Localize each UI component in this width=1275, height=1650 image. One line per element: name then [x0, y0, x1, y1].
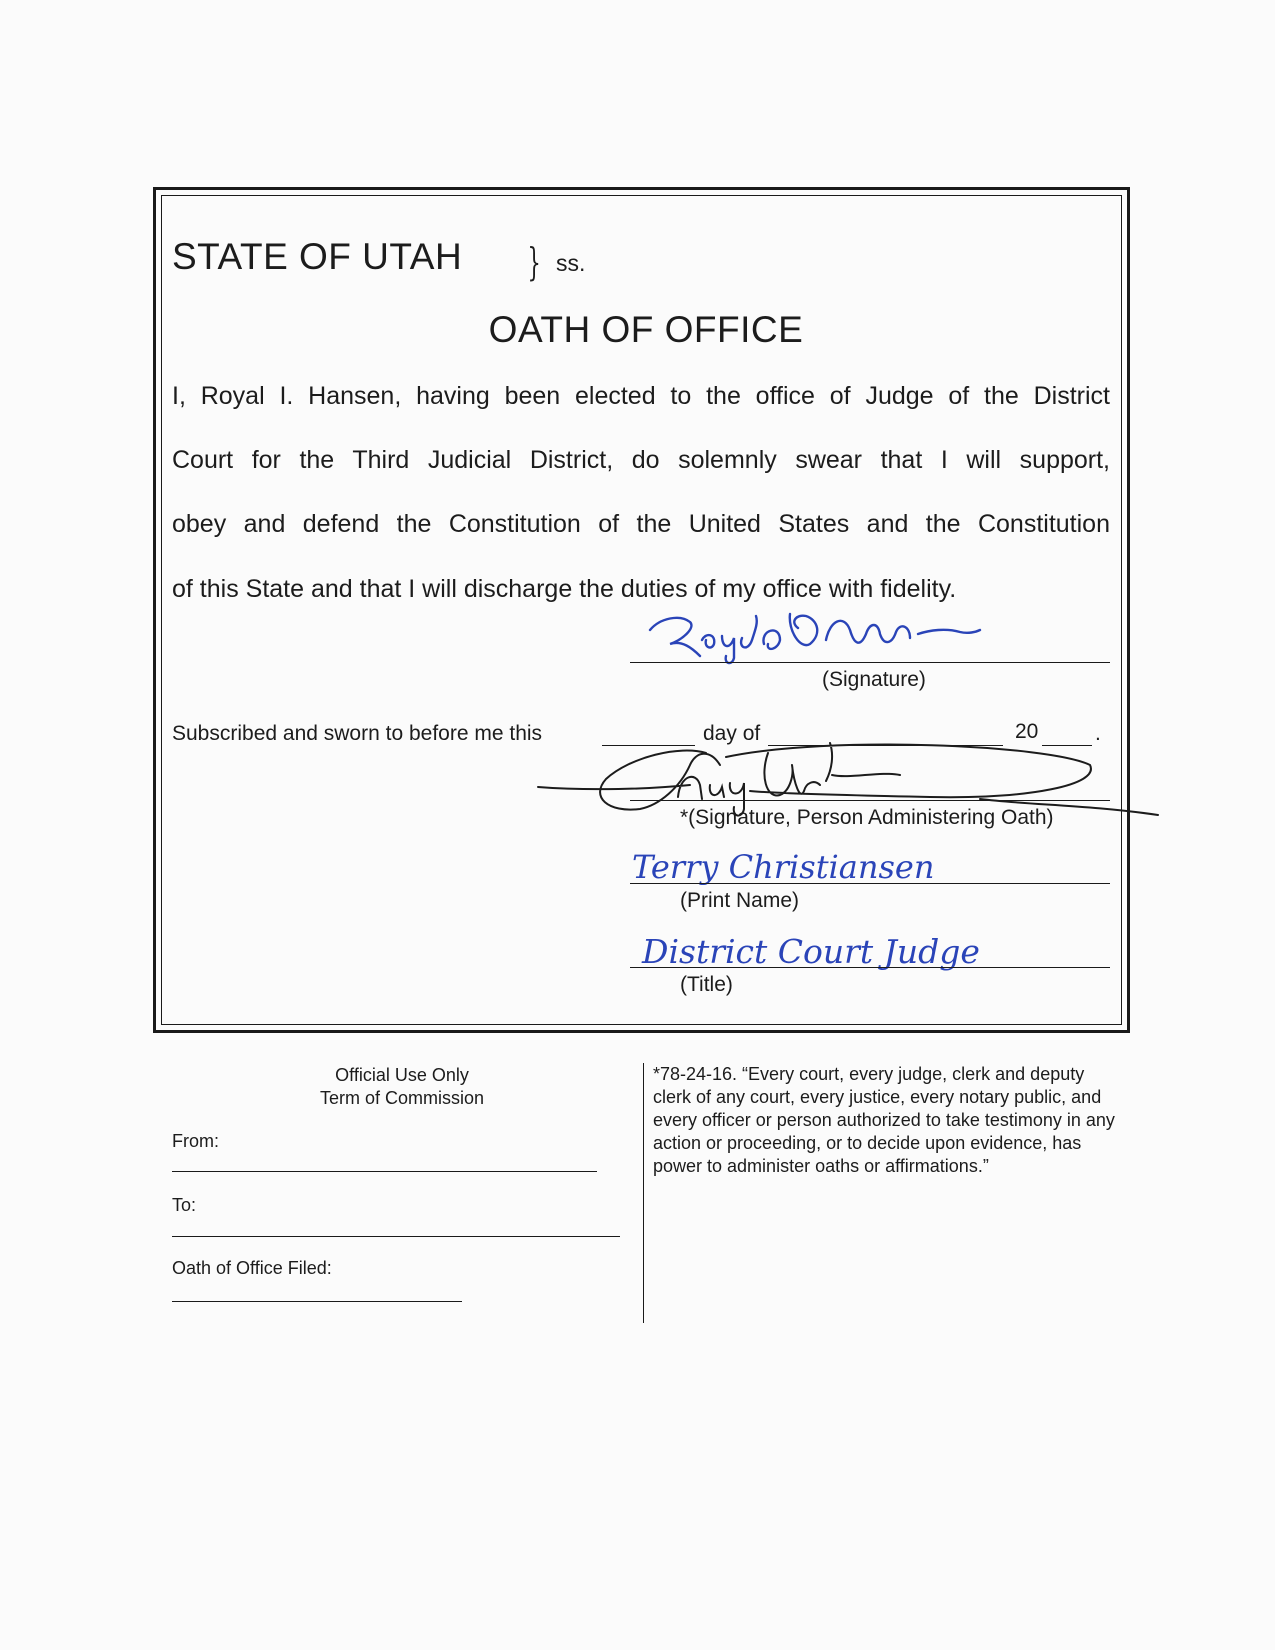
statute-note: *78-24-16. “Every court, every judge, clerk and deputy clerk of any court, every justice, every notary public, and every officer or person authorized to take testimony in any action or proceeding, or to decide upon evidence, has power to administer oaths or affirmations.” [653, 1064, 1115, 1176]
oath-text-line-2: Court for the Third Judicial District, do solemnly swear that I will support, [172, 446, 1110, 474]
to-line [172, 1236, 620, 1237]
title-caption: (Title) [680, 973, 733, 996]
period-mark: . [1095, 722, 1101, 745]
print-name-value: Terry Christiansen [632, 848, 935, 886]
signature-line [630, 662, 1110, 663]
oath-text-line-3: obey and defend the Constitution of the United States and the Constitution [172, 510, 1110, 538]
term-of-commission-heading: Term of Commission [319, 1088, 485, 1108]
oath-filed-line [172, 1301, 462, 1302]
from-label: From: [172, 1131, 219, 1151]
to-label: To: [172, 1195, 197, 1215]
section-divider [643, 1063, 644, 1323]
oath-text-line-4: of this State and that I will discharge the duties of my office with fidelity. [172, 575, 957, 603]
oath-text-line-1: I, Royal I. Hansen, having been elected to the office of Judge of the District [172, 382, 1110, 410]
state-heading: STATE OF UTAH [172, 236, 463, 277]
administrator-caption: *(Signature, Person Administering Oath) [680, 806, 1054, 829]
from-line [172, 1171, 597, 1172]
official-use-heading: Official Use Only [335, 1065, 469, 1085]
title-line [630, 967, 1110, 968]
subscribed-text: Subscribed and sworn to before me this [172, 722, 543, 745]
brace-symbol: } [527, 240, 541, 284]
title-value: District Court Judge [642, 932, 980, 971]
year-prefix: 20 [1015, 720, 1039, 743]
day-of-label: day of [703, 722, 761, 745]
print-name-caption: (Print Name) [680, 889, 800, 912]
page-title: OATH OF OFFICE [488, 309, 804, 350]
administrator-signature [530, 735, 1160, 850]
print-name-line [630, 883, 1110, 884]
oath-filed-label: Oath of Office Filed: [172, 1258, 332, 1278]
ss-label: ss. [556, 250, 586, 276]
officer-signature [630, 600, 1030, 670]
signature-caption: (Signature) [822, 668, 926, 691]
